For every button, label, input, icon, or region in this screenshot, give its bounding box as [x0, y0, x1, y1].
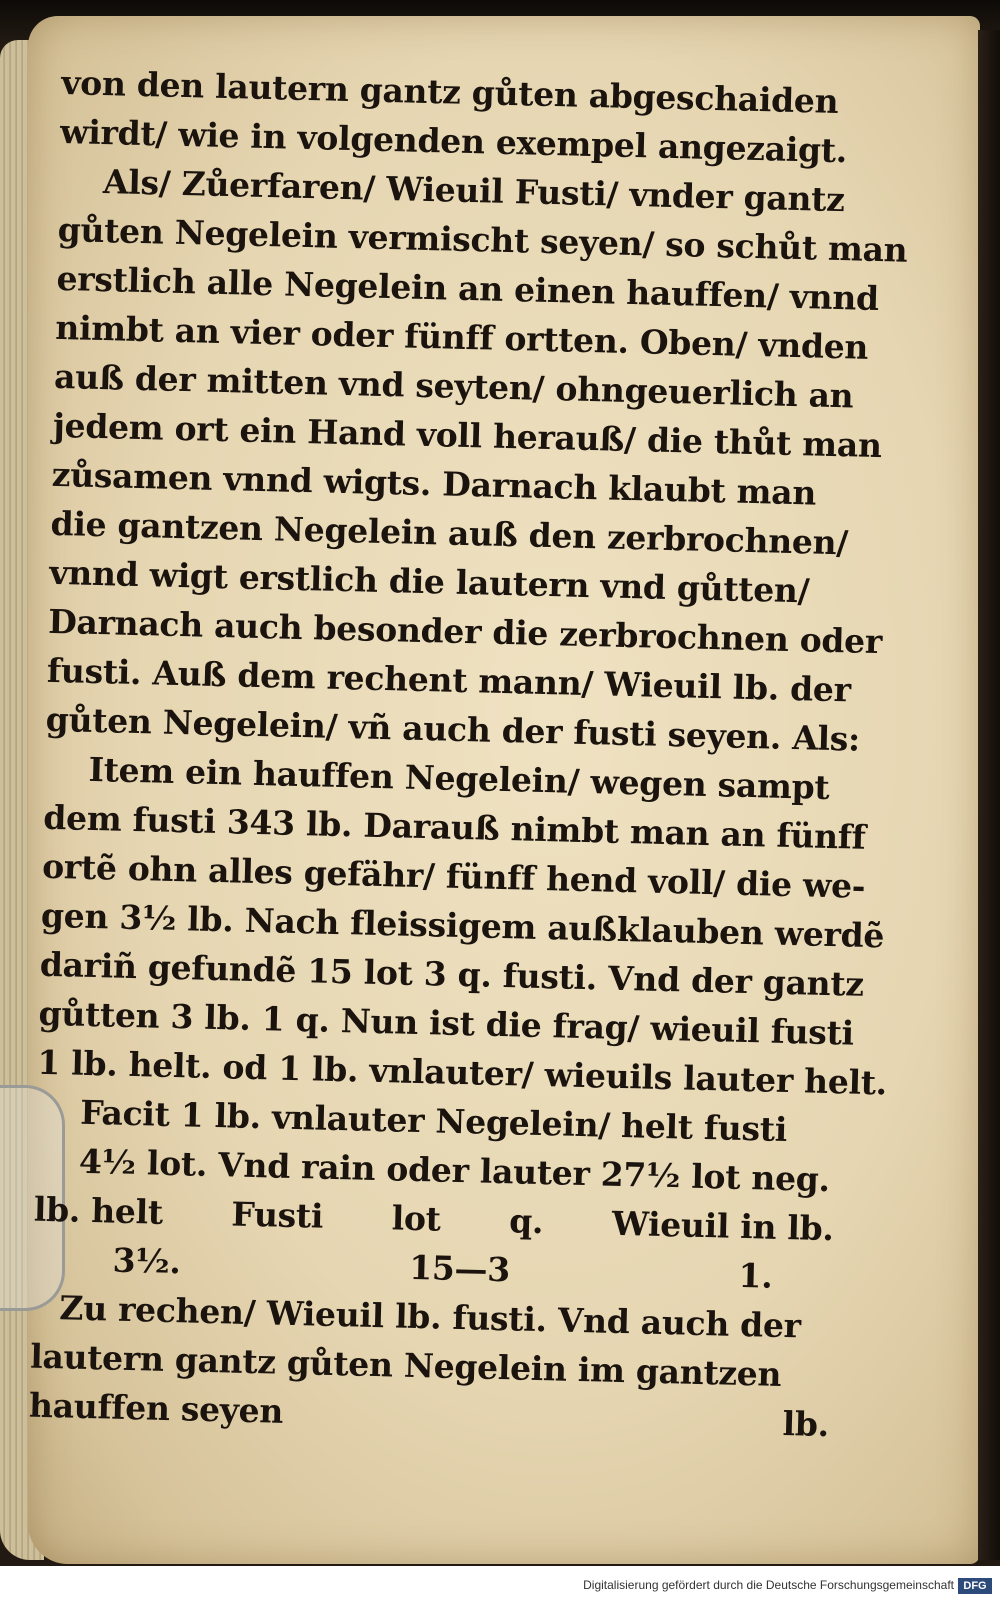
- text-line: von den lautern gantz gůten abgeschaiden: [60, 62, 839, 121]
- dfg-logo-icon: DFG: [958, 1578, 992, 1594]
- text-line: wirdt/ wie in volgenden exempel angezaigt.: [59, 111, 848, 171]
- text-line: hauffen seyen: [28, 1385, 284, 1431]
- text-line: Item ein hauffen Negelein/ wegen sampt: [88, 749, 830, 807]
- text-line: Als/ Zůerfaren/ Wieuil Fusti/ vnder gantz: [102, 162, 846, 220]
- text-line: 4½ lot. Vnd rain oder lauter 27½ lot neg.: [78, 1141, 831, 1200]
- text-line: jedem ort ein Hand voll herauß/ die thůt man: [52, 405, 883, 466]
- text-line: nimbt an vier oder fünff ortten. Oben/ vnden: [54, 307, 869, 367]
- table-value-cell: 3½.: [112, 1240, 182, 1282]
- text-line: gůtten 3 lb. 1 q. Nun ist die frag/ wieuil fusti: [38, 993, 855, 1053]
- table-value-cell: 15—3: [408, 1247, 511, 1290]
- text-line: vnnd wigt erstlich die lautern vnd gůtten/: [48, 552, 810, 611]
- text-line: Darnach auch besonder die zerbrochnen oder: [47, 601, 883, 662]
- right-shadow: [978, 30, 1000, 1560]
- text-line: zůsamen vnnd wigts. Darnach klaubt man: [51, 454, 817, 513]
- closing-unit: lb.: [782, 1404, 830, 1445]
- page-text: [28, 58, 908, 1449]
- table-header-cell: Wieuil in lb.: [611, 1203, 835, 1249]
- text-line: Zu rechen/ Wieuil lb. fusti. Vnd auch der: [58, 1288, 802, 1346]
- table-header-cell: lot: [391, 1198, 442, 1239]
- footer-credit: Digitalisierung gefördert durch die Deutsche Forschungsgemeinschaft: [583, 1578, 954, 1592]
- footer-bar: [0, 1566, 1000, 1604]
- text-line: gen 3½ lb. Nach fleissigem außklauben werdẽ: [40, 895, 885, 956]
- text-line: die gantzen Negelein auß den zerbrochnen/: [50, 503, 849, 563]
- text-line: dem fusti 343 lb. Darauß nimbt man an fünff: [42, 797, 867, 857]
- text-line: erstlich alle Negelein an einen hauffen/ vnnd: [56, 258, 880, 319]
- text-line: lautern gantz gůten Negelein im gantzen: [29, 1336, 782, 1394]
- text-line: Facit 1 lb. vnlauter Negelein/ helt fusti: [79, 1092, 788, 1150]
- table-header-cell: Fusti: [230, 1194, 324, 1236]
- table-header-cell: q.: [508, 1201, 544, 1242]
- text-line: gůten Negelein/ vñ auch der fusti seyen. Als:: [45, 699, 861, 759]
- text-line: ortẽ ohn alles gefähr/ fünff hend voll/ die we-: [41, 846, 866, 906]
- text-line: fusti. Auß dem rechent mann/ Wieuil lb. der: [46, 650, 852, 710]
- table-value-cell: 1.: [738, 1255, 773, 1296]
- table-header-cell: lb. helt: [33, 1189, 164, 1232]
- text-line: 1 lb. helt. od 1 lb. vnlauter/ wieuils lauter helt.: [36, 1042, 888, 1103]
- text-line: dariñ gefundẽ 15 lot 3 q. fusti. Vnd der gantz: [39, 944, 865, 1004]
- text-line: auß der mitten vnd seyten/ ohngeuerlich an: [53, 356, 854, 416]
- text-line: gůten Negelein vermischt seyen/ so schůt man: [57, 209, 908, 270]
